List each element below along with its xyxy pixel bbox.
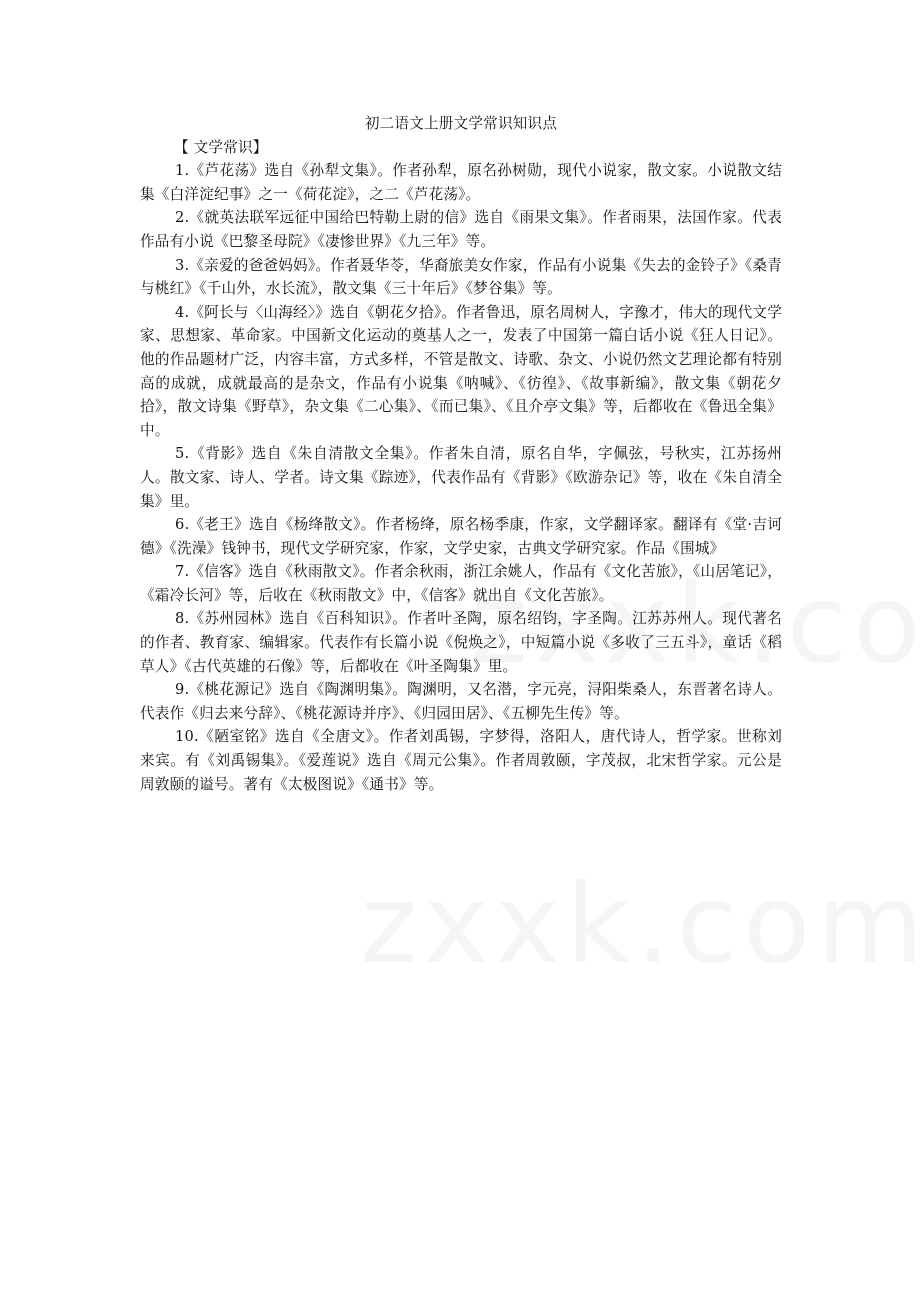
list-item-4: 4.《阿长与〈山海经〉》选自《朝花夕拾》。作者鲁迅，原名周树人，字豫才，伟大的现代文学家、思想家、革命家。中国新文化运动的奠基人之一，发表了中国第一篇白话小说《狂人日记》。他的作品题材广泛，内容丰富，方式多样，不管是散文、诗歌、杂文、小说仍然文艺理论都有特别高的成就，成就最高的是杂文，作品有小说集《呐喊》、《彷徨》、《故事新编》，散文集《朝花夕拾》，散文诗集《野草》，杂文集《二心集》、《而已集》、《且介亭文集》等，后都收在《鲁迅全集》中。 — [140, 303, 782, 439]
list-item-10: 10.《陋室铭》选自《全唐文》。作者刘禹锡，字梦得，洛阳人，唐代诗人，哲学家。世称刘来宾。有《刘禹锡集》。《爱莲说》选自《周元公集》。作者周敦颐，字茂叔，北宋哲学家。元公是周敦颐的谥号。著有《太极图说》《通书》等。 — [140, 728, 782, 793]
document-body — [140, 112, 782, 796]
list-item-2: 2.《就英法联军远征中国给巴特勒上尉的信》选自《雨果文集》。作者雨果，法国作家。代表作品有小说《巴黎圣母院》《凄惨世界》《九三年》等。 — [140, 209, 782, 250]
list-item-3: 3.《亲爱的爸爸妈妈》。作者聂华苓，华裔旅美女作家，作品有小说集《失去的金铃子》《桑青与桃红》《千山外，水长流》，散文集《三十年后》《梦谷集》等。 — [140, 256, 782, 298]
list-item-8: 8.《苏州园林》选自《百科知识》。作者叶圣陶，原名绍钧，字圣陶。江苏苏州人。现代著名的作者、教育家、编辑家。代表作有长篇小说《倪焕之》，中短篇小说《多收了三五斗》，童话《稻草人》《古代英雄的石像》等，后都收在《叶圣陶集》里。 — [140, 610, 782, 675]
watermark-2 — [360, 860, 920, 988]
list-item-6: 6.《老王》选自《杨绛散文》。作者杨绛，原名杨季康，作家，文学翻译家。翻译有《堂·吉诃德》《洗澡》钱钟书，现代文学研究家，作家，文学史家，古典文学研究家。作品《围城》 — [140, 516, 782, 557]
list-item-9: 9.《桃花源记》选自《陶渊明集》。陶渊明，又名潜，字元亮，浔阳柴桑人，东晋著名诗人。代表作《归去来兮辞》、《桃花源诗并序》、《归园田居》、《五柳先生传》等。 — [140, 681, 782, 722]
section-heading: 【 文学常识】 — [174, 138, 268, 156]
page-title: 初二语文上册文学常识知识点 — [364, 115, 558, 132]
list-item-1: 1.《芦花荡》选自《孙犁文集》。作者孙犁，原名孙树勋，现代小说家，散文家。小说散文结集《白洋淀纪事》之一《荷花淀》，之二《芦花荡》。 — [140, 162, 782, 203]
list-item-5: 5.《背影》选自《朱自清散文全集》。作者朱自清，原名自华，字佩弦，号秋实，江苏扬州人。散文家、诗人、学者。诗文集《踪迹》，代表作品有《背影》《欧游杂记》等，收在《朱自清全集》里。 — [140, 445, 782, 510]
list-item-7: 7.《信客》选自《秋雨散文》。作者余秋雨，浙江余姚人，作品有《文化苦旅》，《山居笔记》，《霜冷长河》等，后收在《秋雨散文》中，《信客》就出自《文化苦旅》。 — [140, 563, 782, 604]
